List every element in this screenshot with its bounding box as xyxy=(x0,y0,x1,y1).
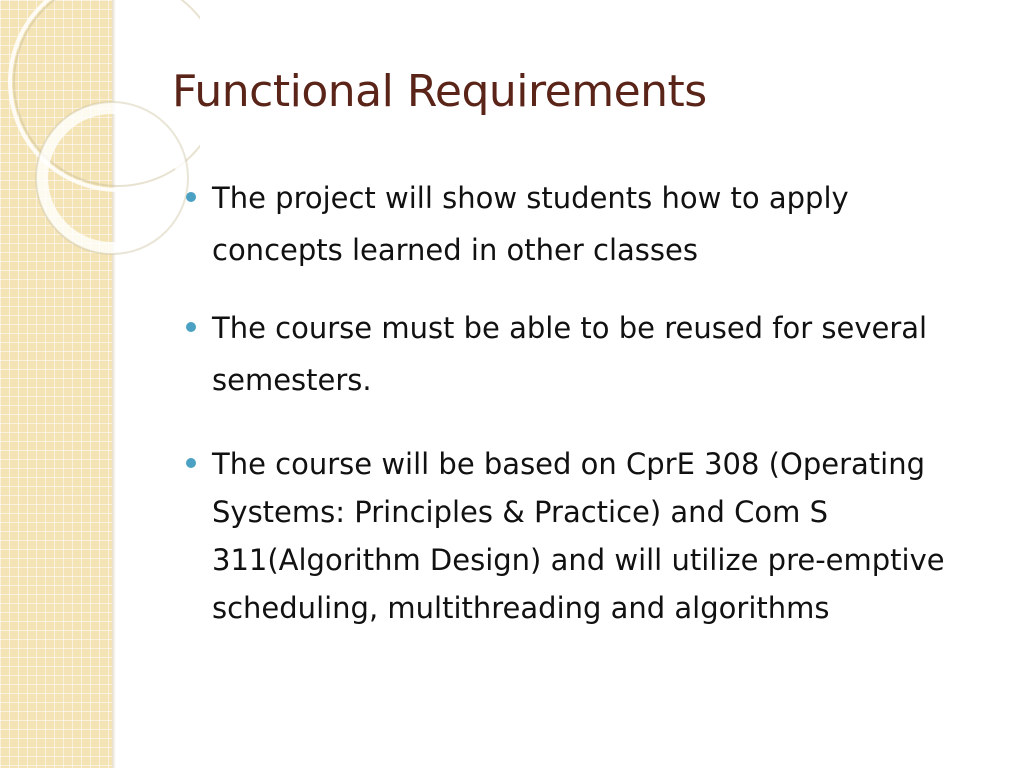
bullet-dot-icon xyxy=(186,192,196,202)
bullet-item xyxy=(186,440,976,632)
bullet-item xyxy=(186,302,976,406)
bullet-dot-icon xyxy=(186,322,196,332)
bullet-list xyxy=(186,172,976,632)
bullet-item xyxy=(186,172,976,276)
bullet-dot-icon xyxy=(186,458,196,468)
bullet-text: The course will be based on CprE 308 (Operating Systems: Principles & Practice) and Com S 311(Algorithm Design) and will utilize pre-emptive scheduling, multithreading and algorithms xyxy=(212,447,945,625)
bullet-text: The course must be able to be reused for several semesters. xyxy=(212,311,928,397)
decorative-circles xyxy=(0,0,200,260)
bullet-text: The project will show students how to apply concepts learned in other classes xyxy=(212,181,849,267)
decorative-circle-lower xyxy=(42,108,182,248)
slide-title: Functional Requirements xyxy=(172,66,707,117)
